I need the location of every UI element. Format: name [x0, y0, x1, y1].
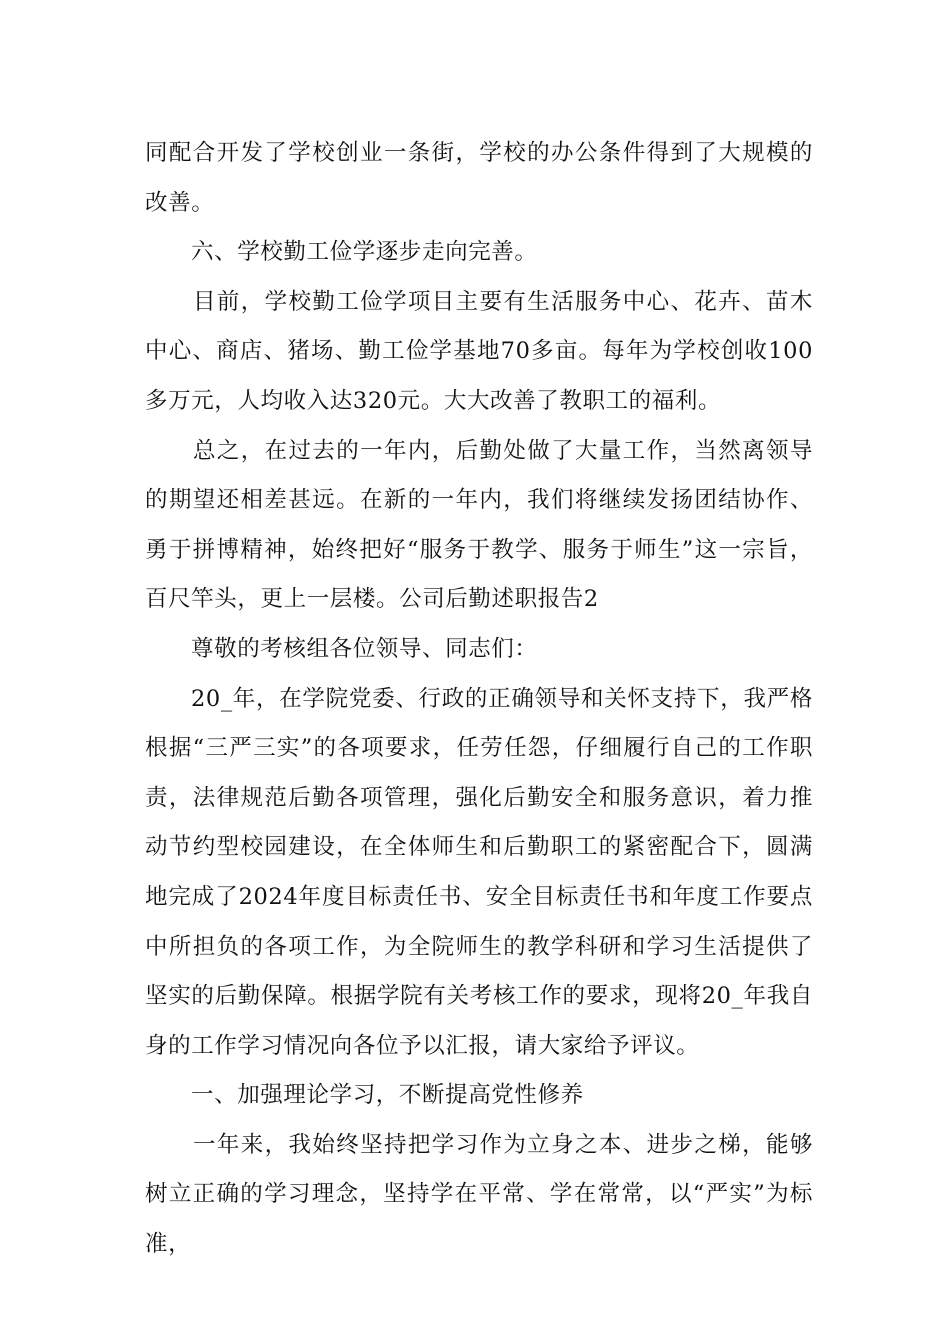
salutation: 尊敬的考核组各位领导、同志们：	[191, 635, 538, 662]
paragraph-work-study-items: 目前，学校勤工俭学项目主要有生活服务中心、花卉、苗木中心、商店、猪场、勤工俭学基地70多亩。每年为学校创收100多万元，人均收入达320元。大大改善了教职工的福利。	[145, 288, 813, 414]
paragraph-study-commitment: 一年来，我始终坚持把学习作为立身之本、进步之梯，能够树立正确的学习理念，坚持学在平常、学在常常，以“严实”为标准，	[145, 1131, 813, 1258]
section-heading-six: 六、学校勤工俭学逐步走向完善。	[191, 239, 538, 266]
paragraph-annual-overview: 20_年，在学院党委、行政的正确领导和关怀支持下，我严格根据“三严三实”的各项要求，任劳任怨，仔细履行自己的工作职责，法律规范后勤各项管理，强化后勤安全和服务意识，着力推动节约型校园建设，在全体师生和后勤职工的紧密配合下，圆满地完成了2024年度目标责任书、安全目标责任书和年度工作要点中所担负的各项工作，为全院师生的教学科研和学习生活提供了坚实的后勤保障。根据学院有关考核工作的要求，现将20_年我自身的工作学习情况向各位予以汇报，请大家给予评议。	[145, 685, 813, 1059]
paragraph-continuation: 同配合开发了学校创业一条街，学校的办公条件得到了大规模的改善。	[145, 140, 813, 216]
document-body	[145, 129, 813, 1270]
section-heading-one: 一、加强理论学习，不断提高党性修养	[191, 1082, 584, 1109]
paragraph-summary: 总之，在过去的一年内，后勤处做了大量工作，当然离领导的期望还相差甚远。在新的一年内，我们将继续发扬团结协作、勇于拼博精神，始终把好“服务于教学、服务于师生”这一宗旨，百尺竿头，更上一层楼。公司后勤述职报告2	[145, 437, 813, 613]
